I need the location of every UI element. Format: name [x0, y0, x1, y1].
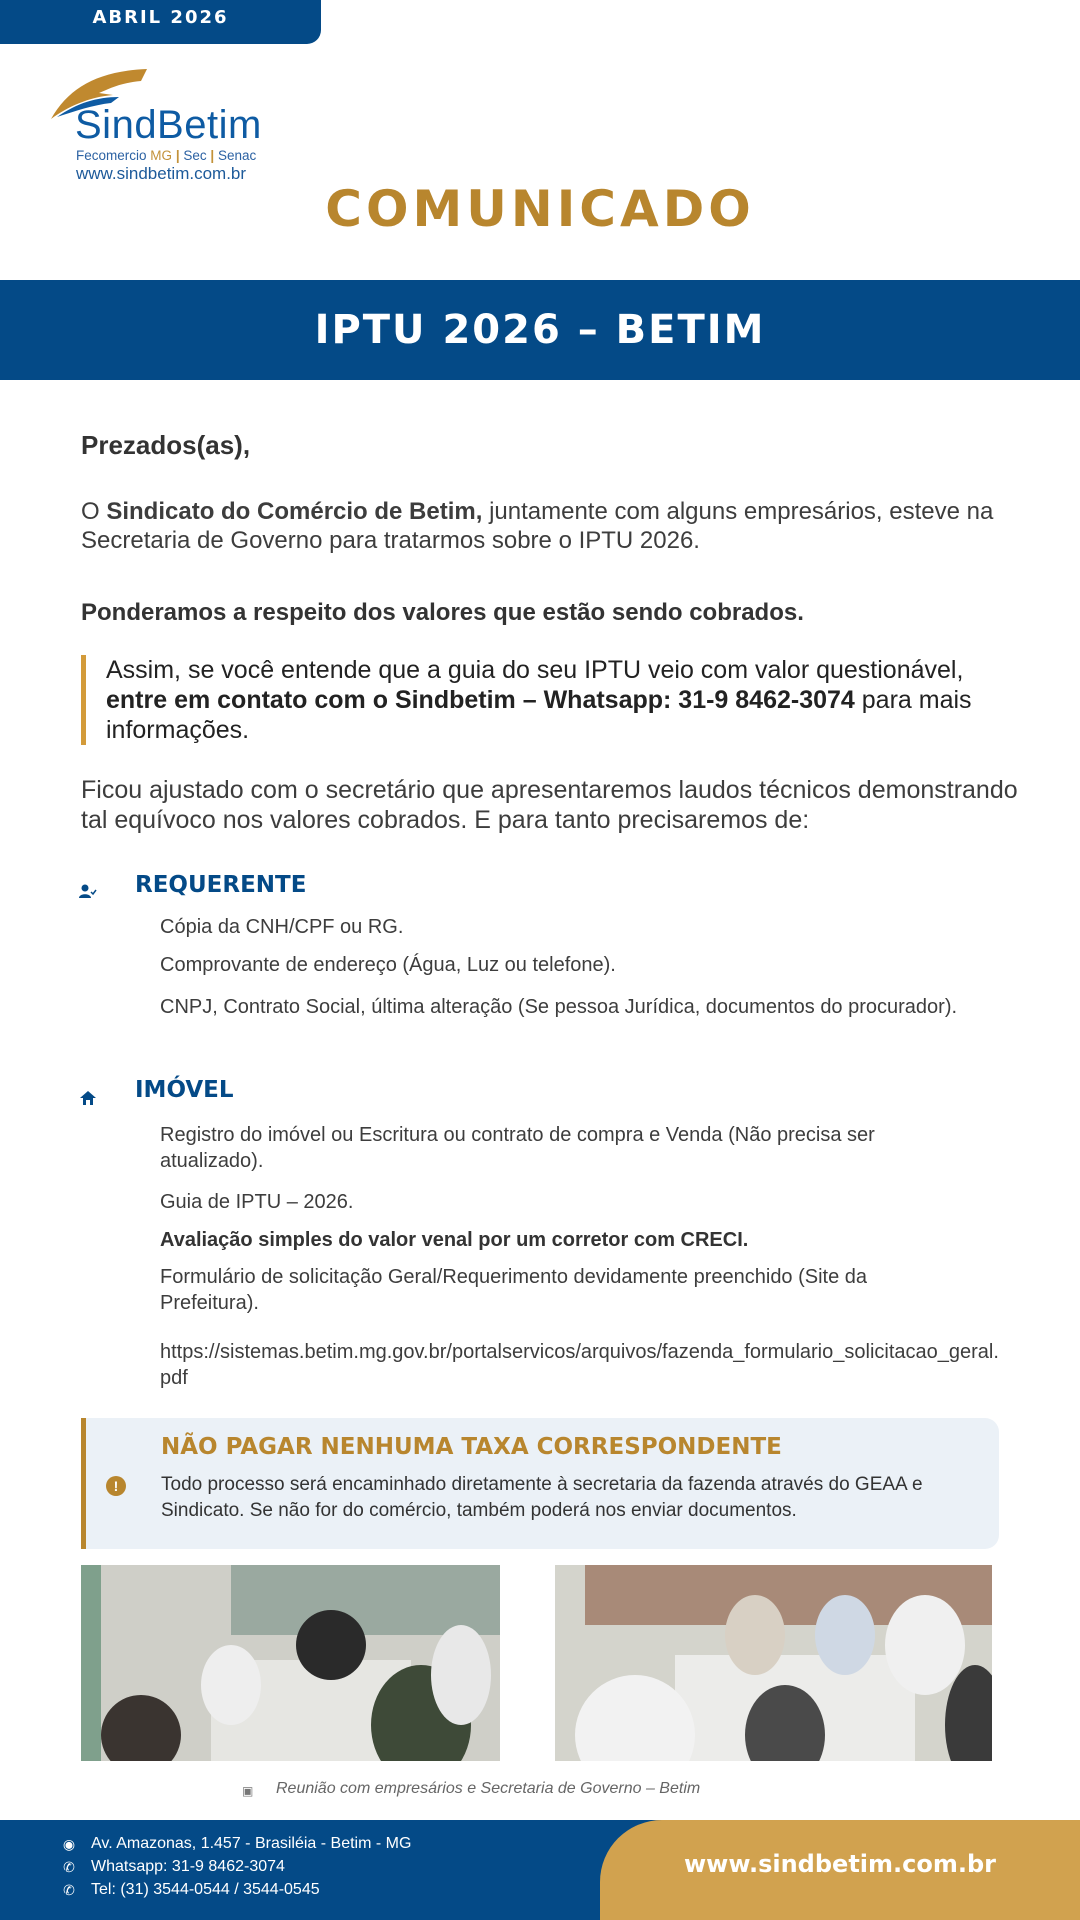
alert-body: Todo processo será encaminhado diretamente à secretaria da fazenda através do GEAA e Sindicato. Se não for do comércio, também poderá nos enviar documentos.: [161, 1474, 923, 1521]
section-title-imovel: IMÓVEL: [135, 1077, 234, 1103]
phone-icon: ✆: [63, 1859, 75, 1875]
requirements-intro: Ficou ajustado com o secretário que apresentaremos laudos técnicos demonstrando tal equívoco nos valores cobrados. E para tanto precisaremos de:: [81, 776, 1018, 834]
list-item: Formulário de solicitação Geral/Requerimento devidamente preenchido (Site da Prefeitura).: [160, 1266, 868, 1314]
list-item: Registro do imóvel ou Escritura ou contrato de compra e Venda (Não precisa ser atualizado).: [160, 1124, 875, 1172]
page-title: IPTU 2026 – BETIM: [0, 280, 1080, 380]
footer-tel: Tel: (31) 3544-0544 / 3544-0545: [91, 1881, 320, 1898]
alert-title: NÃO PAGAR NENHUMA TAXA CORRESPONDENTE: [161, 1434, 782, 1460]
photo-caption: Reunião com empresários e Secretaria de Governo – Betim: [276, 1780, 701, 1797]
list-item: Avaliação simples do valor venal por um corretor com CRECI.: [160, 1229, 749, 1251]
map-pin-icon: ◉: [62, 1836, 76, 1852]
greeting: Prezados(as),: [81, 430, 251, 460]
logo: SindBetim Fecomercio MG | Sec | Senac www.sindbetim.com.br: [49, 67, 279, 187]
meeting-photo-1: [81, 1565, 500, 1761]
list-item: CNPJ, Contrato Social, última alteração (Se pessoa Jurídica, documentos do procurador).: [160, 996, 958, 1018]
form-link[interactable]: https://sistemas.betim.mg.gov.br/portalservicos/arquivos/fazenda_formulario_solicitacao_geral.pdf: [160, 1341, 999, 1389]
footer-website-link[interactable]: www.sindbetim.com.br: [683, 1850, 996, 1878]
alert-box: [81, 1418, 999, 1549]
list-item: Comprovante de endereço (Água, Luz ou telefone).: [160, 954, 616, 976]
statement: Ponderamos a respeito dos valores que estão sendo cobrados.: [81, 599, 804, 626]
meeting-photo-2: [555, 1565, 992, 1761]
intro-paragraph: O Sindicato do Comércio de Betim, juntamente com alguns empresários, esteve na Secretaria de Governo para tratarmos sobre o IPTU 2026.: [81, 498, 994, 554]
footer-whatsapp: Whatsapp: 31-9 8462-3074: [91, 1858, 285, 1875]
footer-address: Av. Amazonas, 1.457 - Brasiléia - Betim - MG: [91, 1835, 412, 1852]
date-tab: ABRIL 2026: [0, 0, 321, 44]
user-check-icon: [79, 884, 97, 900]
kicker: COMUNICADO: [325, 180, 755, 238]
home-icon: [79, 1090, 97, 1106]
list-item: Cópia da CNH/CPF ou RG.: [160, 916, 404, 938]
list-item: Guia de IPTU – 2026.: [160, 1191, 354, 1213]
contact-quote: Assim, se você entende que a guia do seu IPTU veio com valor questionável, entre em contato com o Sindbetim – Whatsapp: 31-9 8462-3074 para mais informações.: [81, 655, 1011, 745]
exclamation-circle-icon: !: [106, 1476, 126, 1496]
camera-icon: ▣: [242, 1784, 254, 1798]
logo-url: www.sindbetim.com.br: [76, 164, 247, 183]
phone-icon: ✆: [63, 1882, 75, 1898]
section-title-requerente: REQUERENTE: [135, 872, 307, 898]
